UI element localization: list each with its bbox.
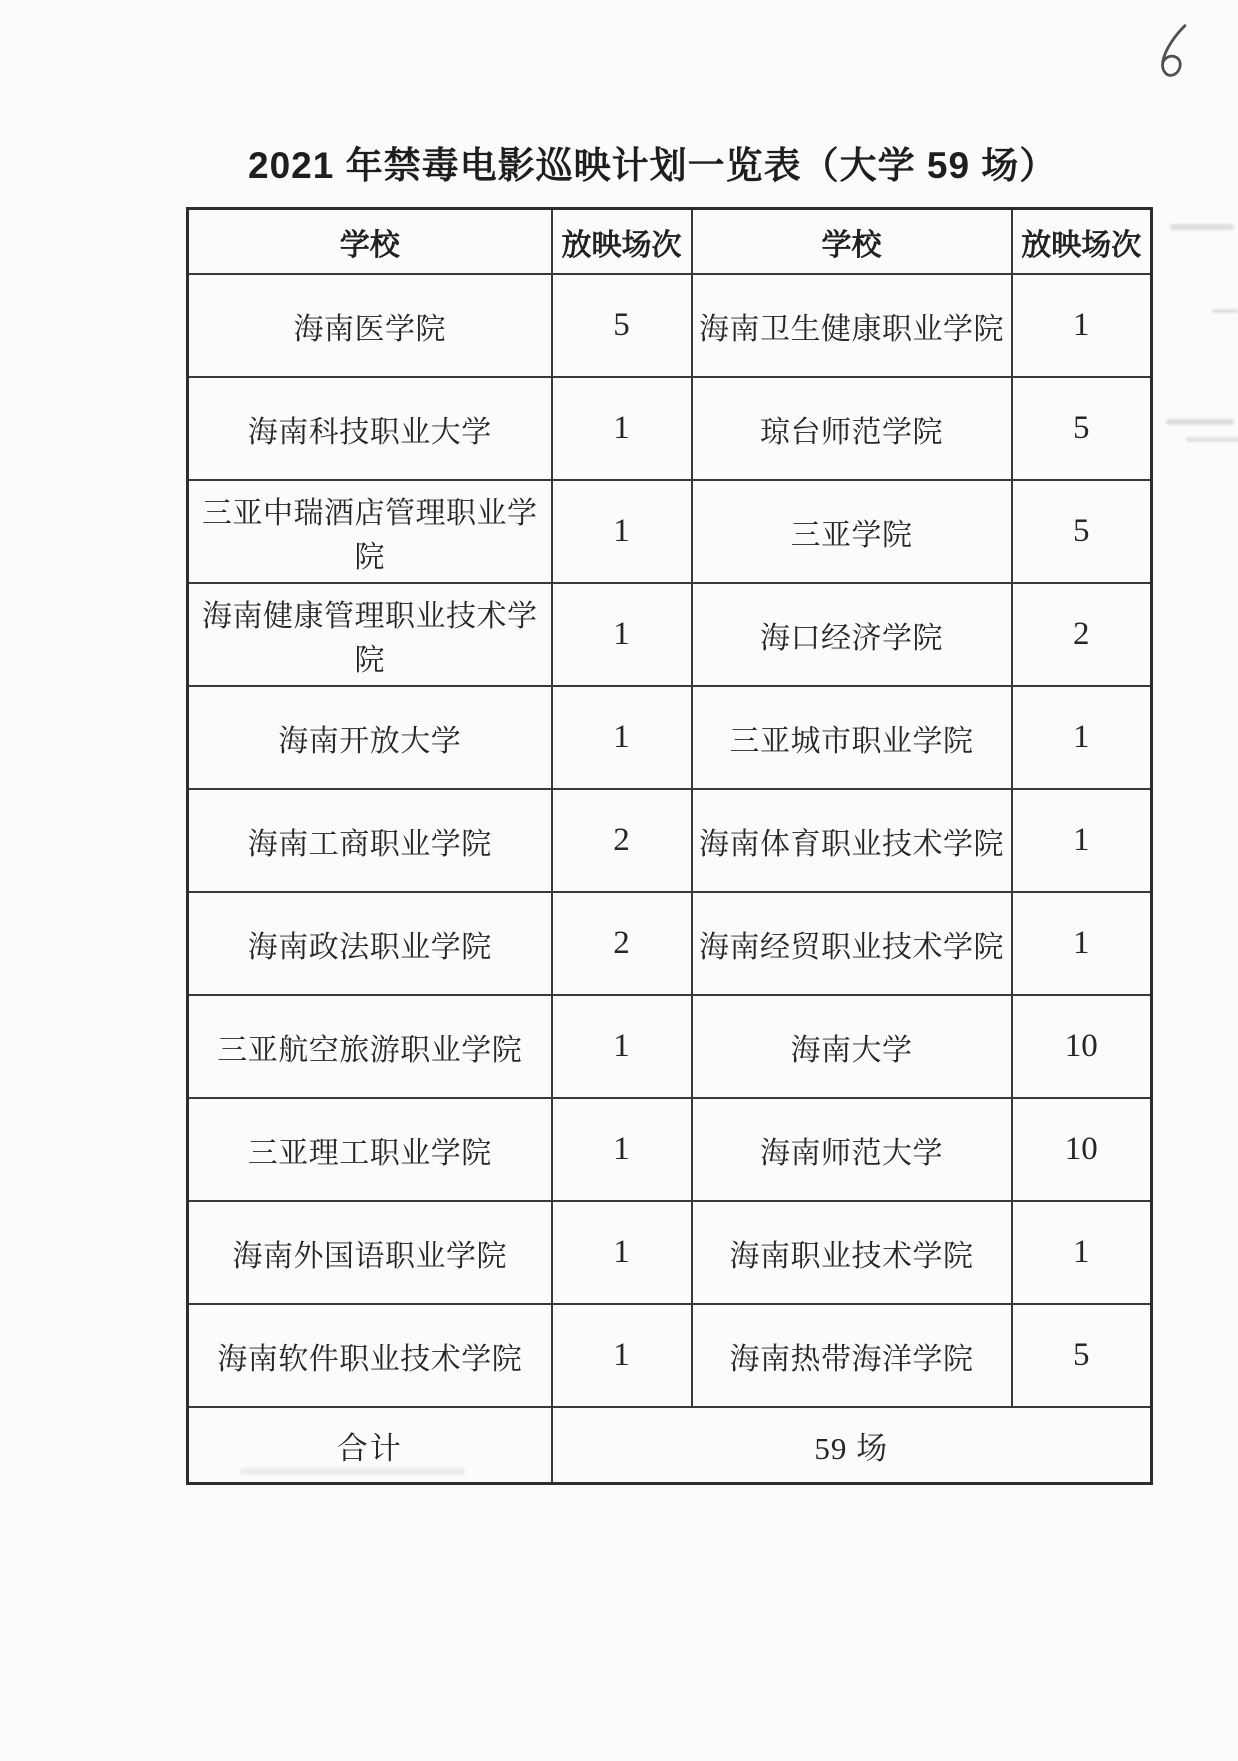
school-cell: 三亚城市职业学院 bbox=[692, 686, 1012, 789]
count-cell: 1 bbox=[1012, 686, 1152, 789]
table-row bbox=[188, 789, 1152, 892]
table-row bbox=[188, 377, 1152, 480]
count-cell: 1 bbox=[552, 377, 692, 480]
school-cell: 海南师范大学 bbox=[692, 1098, 1012, 1201]
count-cell: 1 bbox=[552, 480, 692, 583]
scan-artifact bbox=[1166, 419, 1234, 425]
document-title: 2021 年禁毒电影巡映计划一览表（大学 59 场） bbox=[248, 145, 1058, 186]
count-cell: 1 bbox=[1012, 1201, 1152, 1304]
screening-schedule-table bbox=[186, 207, 1153, 1485]
table-row bbox=[188, 892, 1152, 995]
school-cell: 海南经贸职业技术学院 bbox=[692, 892, 1012, 995]
table-row bbox=[188, 1304, 1152, 1407]
count-cell: 2 bbox=[552, 892, 692, 995]
count-cell: 1 bbox=[552, 1098, 692, 1201]
school-cell: 海南工商职业学院 bbox=[188, 789, 552, 892]
count-cell: 1 bbox=[1012, 274, 1152, 377]
school-cell: 海南科技职业大学 bbox=[188, 377, 552, 480]
handwritten-page-number bbox=[1154, 21, 1192, 83]
count-cell: 1 bbox=[552, 995, 692, 1098]
count-cell: 1 bbox=[1012, 892, 1152, 995]
table-row bbox=[188, 995, 1152, 1098]
count-cell: 1 bbox=[552, 1201, 692, 1304]
table-row bbox=[188, 274, 1152, 377]
count-cell: 1 bbox=[552, 686, 692, 789]
table-row bbox=[188, 686, 1152, 789]
header-row bbox=[188, 209, 1152, 275]
count-cell: 1 bbox=[1012, 789, 1152, 892]
count-cell: 5 bbox=[1012, 377, 1152, 480]
school-cell: 海南医学院 bbox=[188, 274, 552, 377]
table-row bbox=[188, 1201, 1152, 1304]
count-cell: 10 bbox=[1012, 995, 1152, 1098]
school-cell: 三亚中瑞酒店管理职业学院 bbox=[188, 480, 552, 583]
count-cell: 2 bbox=[552, 789, 692, 892]
school-cell: 三亚学院 bbox=[692, 480, 1012, 583]
count-cell: 10 bbox=[1012, 1098, 1152, 1201]
count-cell: 2 bbox=[1012, 583, 1152, 686]
school-cell: 海南政法职业学院 bbox=[188, 892, 552, 995]
count-cell: 5 bbox=[1012, 1304, 1152, 1407]
header-school-right: 学校 bbox=[692, 209, 1012, 275]
header-count-right: 放映场次 bbox=[1012, 209, 1152, 275]
table-body bbox=[188, 274, 1152, 1407]
school-cell: 海南职业技术学院 bbox=[692, 1201, 1012, 1304]
school-cell: 海南卫生健康职业学院 bbox=[692, 274, 1012, 377]
header-school-left: 学校 bbox=[188, 209, 552, 275]
scan-artifact bbox=[1186, 437, 1238, 442]
count-cell: 1 bbox=[552, 1304, 692, 1407]
school-cell: 琼台师范学院 bbox=[692, 377, 1012, 480]
handwritten-six-stroke bbox=[1162, 24, 1185, 76]
count-cell: 5 bbox=[1012, 480, 1152, 583]
school-cell: 海南外国语职业学院 bbox=[188, 1201, 552, 1304]
school-cell: 海南体育职业技术学院 bbox=[692, 789, 1012, 892]
count-cell: 1 bbox=[552, 583, 692, 686]
table-row bbox=[188, 583, 1152, 686]
school-cell: 海南热带海洋学院 bbox=[692, 1304, 1012, 1407]
school-cell: 三亚航空旅游职业学院 bbox=[188, 995, 552, 1098]
school-cell: 海口经济学院 bbox=[692, 583, 1012, 686]
count-cell: 5 bbox=[552, 274, 692, 377]
total-label: 合计 bbox=[188, 1407, 552, 1484]
school-cell: 海南大学 bbox=[692, 995, 1012, 1098]
school-cell: 海南软件职业技术学院 bbox=[188, 1304, 552, 1407]
school-cell: 三亚理工职业学院 bbox=[188, 1098, 552, 1201]
header-count-left: 放映场次 bbox=[552, 209, 692, 275]
scan-artifact bbox=[1212, 309, 1238, 313]
total-value: 59 场 bbox=[552, 1407, 1152, 1484]
table-row bbox=[188, 1098, 1152, 1201]
table-row bbox=[188, 480, 1152, 583]
school-cell: 海南开放大学 bbox=[188, 686, 552, 789]
scan-artifact bbox=[1170, 224, 1234, 230]
school-cell: 海南健康管理职业技术学院 bbox=[188, 583, 552, 686]
scan-artifact bbox=[240, 1468, 465, 1475]
